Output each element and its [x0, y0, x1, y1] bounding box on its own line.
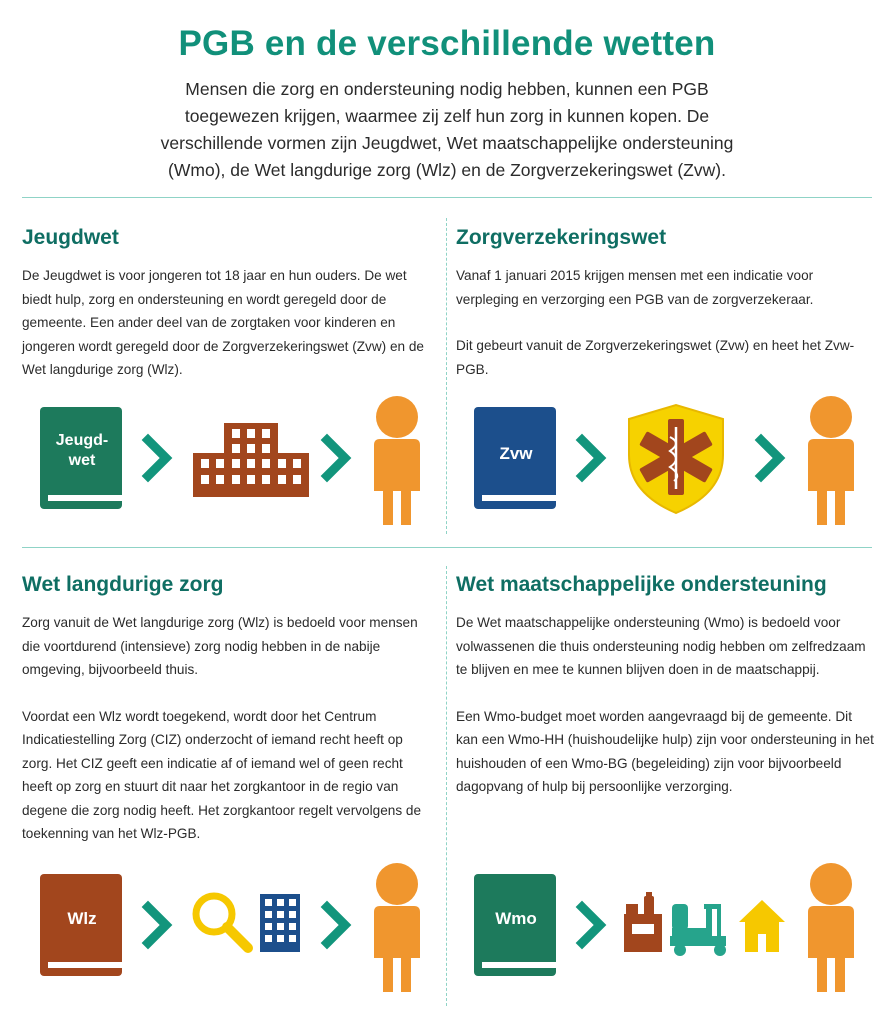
- book-label: Zvw: [499, 444, 533, 463]
- vertical-divider-top: [446, 218, 447, 534]
- person-icon: [808, 396, 854, 525]
- mobility-scooter-icon: [670, 904, 726, 956]
- chevron-right-icon: [327, 440, 345, 476]
- chevron-right-icon: [761, 440, 779, 476]
- icon-row-jeugdwet: [40, 395, 440, 525]
- book-label: wet: [68, 452, 96, 469]
- chevron-right-icon: [148, 907, 166, 943]
- book-label: Wlz: [67, 909, 97, 928]
- magnifier-icon: [196, 896, 248, 948]
- section-text-jeugdwet: De Jeugdwet is voor jongeren tot 18 jaar en hun ouders. De wet biedt hulp, zorg en ondersteuning en wordt geregeld door de gemeente. Een ander deel van de zorgtaken voor kinderen en jongeren wordt geregeld door de Zorgverzekeringswet (Zvw) en de Wet langdurige zorg (Wlz).: [22, 268, 424, 377]
- section-text-zvw-2: Dit gebeurt vanuit de Zorgverzekeringswet (Zvw) en heet het Zvw-PGB.: [456, 338, 855, 377]
- person-icon: [374, 863, 420, 992]
- medical-shield-icon: [629, 405, 723, 513]
- chevron-right-icon: [327, 907, 345, 943]
- person-icon: [374, 396, 420, 525]
- icon-row-wlz: [40, 862, 440, 992]
- house-icon: [739, 900, 785, 952]
- office-building-icon: [260, 894, 300, 952]
- section-wmo: [456, 573, 876, 799]
- chevron-right-icon: [582, 440, 600, 476]
- icon-row-zvw: [474, 395, 874, 525]
- icon-row-wmo: [474, 862, 874, 992]
- top-divider: [22, 197, 872, 198]
- section-zvw: [456, 226, 876, 381]
- section-heading-wmo: Wet maatschappelijke ondersteuning: [456, 573, 827, 596]
- person-icon: [808, 863, 854, 992]
- book-label: Wmo: [495, 909, 537, 928]
- section-heading-zvw: Zorgverzekeringswet: [456, 226, 667, 249]
- book-icon: [40, 874, 122, 976]
- section-text-zvw-1: Vanaf 1 januari 2015 krijgen mensen met een indicatie voor verpleging en verzorging een PGB van de zorgverzekeraar.: [456, 268, 814, 307]
- middle-divider: [22, 547, 872, 548]
- vertical-divider-bottom: [446, 566, 447, 1006]
- book-icon: [474, 407, 556, 509]
- section-text-wmo-1: De Wet maatschappelijke ondersteuning (Wmo) is bedoeld voor volwassenen die thuis ondersteuning nodig hebben om zelfredzaam te blijven en mee te kunnen blijven doen in de maatschappij.: [456, 615, 866, 677]
- section-wlz: [22, 573, 436, 846]
- intro-text: Mensen die zorg en ondersteuning nodig hebben, kunnen een PGB toegewezen krijgen, waarmee zij zelf hun zorg in kunnen kopen. De verschillende vormen zijn Jeugdwet, Wet maatschappelijke ondersteuning (Wmo), de Wet langdurige zorg (Wlz) en de Zorgverzekeringswet (Zvw).: [160, 79, 734, 180]
- page-title: PGB en de verschillende wetten: [178, 24, 716, 63]
- building-icon: [193, 423, 309, 497]
- book-icon: [474, 874, 556, 976]
- section-jeugdwet: [22, 226, 432, 382]
- section-text-wlz-2: Voordat een Wlz wordt toegekend, wordt door het Centrum Indicatiestelling Zorg (CIZ) onderzocht of iemand recht heeft op zorg. Het CIZ geeft een indicatie af of iemand wel of geen recht heeft op zorg en stuurt dit naar het zorgkantoor in de regio van degene die zorg nodig heeft. Het zorgkantoor regelt vervolgens de toekenning van het Wlz-PGB.: [22, 708, 422, 841]
- section-heading-jeugdwet: Jeugdwet: [22, 226, 119, 249]
- chevron-right-icon: [148, 440, 166, 476]
- book-label: Jeugd-: [55, 432, 109, 449]
- section-heading-wlz: Wet langdurige zorg: [22, 573, 224, 596]
- chevron-right-icon: [582, 907, 600, 943]
- book-icon: [40, 407, 122, 509]
- section-text-wlz-1: Zorg vanuit de Wet langdurige zorg (Wlz) is bedoeld voor mensen die voortdurend (intensieve) zorg nodig hebben in de nabije omgeving, bijvoorbeeld thuis.: [22, 615, 418, 677]
- groceries-icon: [624, 892, 662, 952]
- section-text-wmo-2: Een Wmo-budget moet worden aangevraagd bij de gemeente. Dit kan een Wmo-HH (huishoudelijke hulp) zijn voor ondersteuning in het huishouden of een Wmo-BG (begeleiding) zijn voor bijvoorbeeld dagopvang of hulp bij persoonlijke verzorging.: [456, 708, 874, 794]
